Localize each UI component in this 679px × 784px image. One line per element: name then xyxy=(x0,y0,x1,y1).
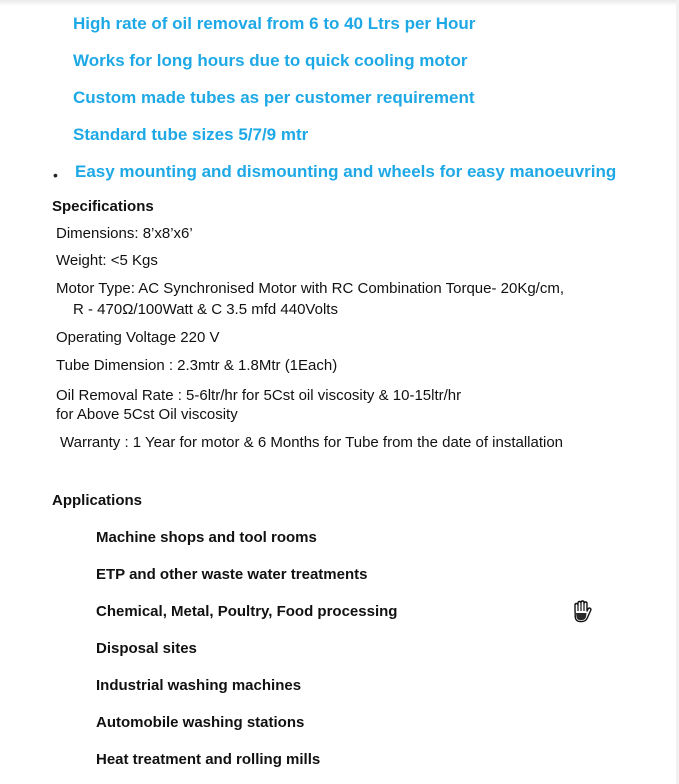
spec-operating-voltage: Operating Voltage 220 V xyxy=(56,329,220,346)
spec-tube-dimension: Tube Dimension : 2.3mtr & 1.8Mtr (1Each) xyxy=(56,357,338,374)
feature-custom-tubes: Custom made tubes as per customer requirement xyxy=(73,88,475,107)
spec-dimensions: Dimensions: 8’x8’x6’ xyxy=(56,225,193,242)
spec-oil-removal-rate: Oil Removal Rate : 5-6ltr/hr for 5Cst oil viscosity & 10-15ltr/hr xyxy=(56,387,462,404)
application-item-disposal-sites: Disposal sites xyxy=(96,640,197,657)
applications-heading: Applications xyxy=(52,492,143,509)
specifications-heading: Specifications xyxy=(52,198,154,215)
feature-standard-tube-sizes: Standard tube sizes 5/7/9 mtr xyxy=(73,125,309,144)
spec-weight: Weight: <5 Kgs xyxy=(56,252,158,269)
application-item-industrial-washing: Industrial washing machines xyxy=(96,677,302,694)
feature-long-hours: Works for long hours due to quick cooling motor xyxy=(73,51,468,70)
feature-oil-removal-rate: High rate of oil removal from 6 to 40 Ltrs per Hour xyxy=(73,14,476,33)
hand-grab-icon xyxy=(571,600,593,624)
application-item-etp: ETP and other waste water treatments xyxy=(96,566,368,583)
spec-motor-type-continued: R - 470Ω/100Watt & C 3.5 mfd 440Volts xyxy=(73,301,338,318)
application-item-chemical-processing: Chemical, Metal, Poultry, Food processing xyxy=(96,603,398,620)
application-item-automobile-washing: Automobile washing stations xyxy=(96,714,305,731)
spec-oil-removal-rate-continued: for Above 5Cst Oil viscosity xyxy=(56,406,238,423)
application-item-heat-treatment: Heat treatment and rolling mills xyxy=(96,751,321,768)
feature-easy-mounting: Easy mounting and dismounting and wheels for easy manoeuvring xyxy=(75,162,617,181)
bullet-marker: • xyxy=(53,167,58,183)
spec-motor-type: Motor Type: AC Synchronised Motor with RC Combination Torque- 20Kg/cm, xyxy=(56,280,565,297)
page-top-shadow xyxy=(0,0,679,6)
application-item-machine-shops: Machine shops and tool rooms xyxy=(96,529,317,546)
spec-warranty: Warranty : 1 Year for motor & 6 Months for Tube from the date of installation xyxy=(60,434,564,451)
